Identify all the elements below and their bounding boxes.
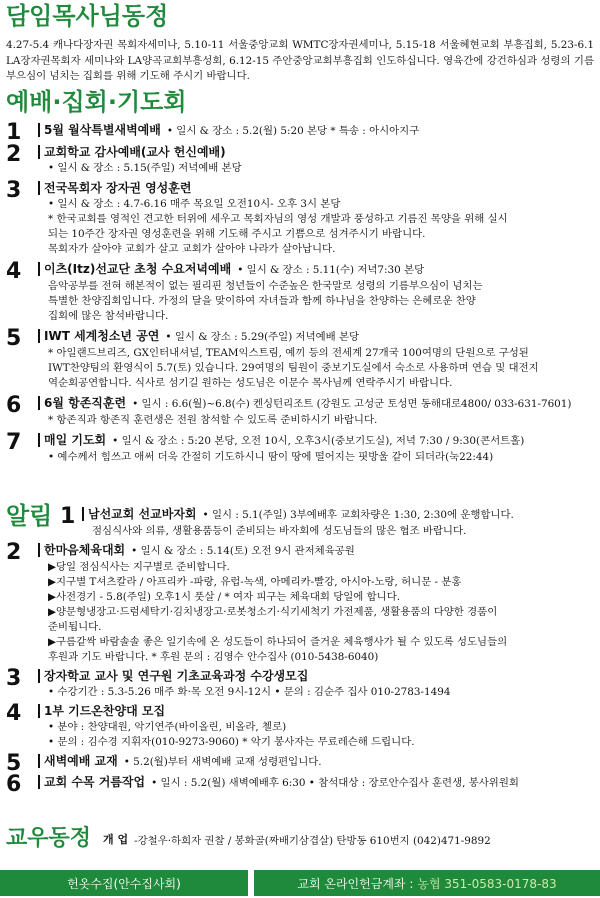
item-detail-line: 집회에 많은 참석바랍니다. — [48, 310, 169, 322]
item-number: 7 — [6, 430, 22, 455]
members-news-label: 개 업 — [103, 833, 129, 846]
item-inline-info: • 일시 & 장소 : 5.29(주일) 저녁예배 본당 — [165, 331, 360, 343]
item-detail-line: • 분야 : 찬양대원, 악기연주(바이올린, 비올라, 첼로) — [48, 721, 287, 733]
worship-item — [0, 120, 600, 145]
members-news-section — [0, 828, 600, 850]
item-number: 6 — [6, 393, 22, 418]
item-title: 매일 기도회 — [38, 433, 106, 447]
notices-section — [0, 502, 600, 797]
item-title: 새벽예배 교재 — [38, 754, 118, 768]
item-inline-info: • 일시 : 6.6(월)~6.8(수) 켄싱턴리조트 (강원도 고성군 토성면 동해대로4800/ 033-631-7601) — [132, 398, 572, 410]
item-number: 1 — [6, 120, 22, 145]
worship-item — [0, 180, 600, 257]
footer-right-box — [254, 870, 600, 896]
item-heading — [38, 542, 600, 560]
item-heading — [38, 122, 600, 140]
notice-list — [0, 502, 600, 797]
item-inline-info: • 5.2(월)부터 새벽예배 교재 성령편입니다. — [123, 756, 322, 768]
worship-section — [0, 90, 600, 469]
notices-item — [0, 703, 600, 750]
item-detail-line: * 한국교회를 영적인 견고한 터위에 세우고 목회자님의 영성 개발과 풍성하고 기름진 목양을 위해 실시 — [48, 213, 508, 225]
item-inline-info: • 일시 : 5.1(주일) 3부예배후 교회차량은 1:30, 2:30에 운행합니다. — [202, 509, 514, 521]
item-title: 1부 기드온찬양대 모집 — [38, 704, 165, 718]
item-number: 6 — [6, 772, 22, 797]
pastor-news-body: 4.27-5.4 캐나다장자권 목회자세미나, 5.10-11 서울중앙교회 WMTC장자권세미나, 5.15-18 서울혜현교회 부흥집회, 5.23-6.1 LA장자권목회자 세미나와 LA양곡교회부흥성회, 6.12-15 주안중앙교회부흥집회 인도하십니다. 영육간에 강건하심과 성령의 기름부으심이 넘치는 집회를 위해 기도해 주시기 바랍니다. — [6, 39, 594, 82]
worship-item — [0, 144, 600, 176]
item-title: 교회학교 감사예배(교사 헌신예배) — [38, 145, 226, 159]
item-number: 5 — [6, 751, 22, 776]
footer-left-text: 헌옷수집(안수집사회) — [67, 876, 181, 891]
item-title: 6월 항존직훈련 — [38, 396, 126, 410]
notices-item — [0, 542, 600, 665]
item-number: 3 — [6, 178, 22, 203]
worship-title: 예배·집회·기도회 — [6, 88, 187, 116]
item-detail-line: 준비됩니다. — [48, 621, 102, 633]
item-detail-line: ▶구름같싹 바람솔솔 좋은 일기속에 온 성도들이 하나되어 즐거운 체육행사가 될 수 있도록 성도님들의 — [48, 636, 508, 648]
item-inline-info: • 일시 & 장소 : 5.14(토) 오전 9시 관저체육공원 — [131, 545, 355, 557]
item-heading — [38, 668, 600, 685]
notices-item — [0, 772, 600, 797]
item-heading — [38, 144, 600, 161]
item-inline-info: • 일시 & 장소 : 5:20 본당, 오전 10시, 오후3시(중보기도실), 저녁 7:30 / 9:30(콘서트홀) — [112, 435, 525, 447]
pastor-news-section — [0, 4, 600, 85]
worship-list — [0, 122, 600, 465]
item-heading — [38, 261, 600, 279]
item-detail-line: * 항존직과 항존직 훈련생은 전원 참석할 수 있도록 준비하시기 바랍니다. — [48, 414, 378, 426]
item-detail-line: 후원과 기도 바랍니다. * 후원 문의 : 김영수 안수집사 (010-5438-6040) — [48, 651, 379, 663]
item-heading — [38, 328, 600, 346]
item-title: 5월 월삭특별새벽예배 — [38, 123, 161, 137]
pastor-news-title: 담임목사님동정 — [6, 2, 169, 30]
worship-item — [0, 395, 600, 428]
item-detail-line: 목회자가 살아야 교회가 살고 교회가 살아야 나라가 살아납니다. — [48, 243, 336, 255]
item-detail-line: • 예수께서 힘쓰고 애써 더욱 간절히 기도하시니 땀이 땅에 떨어지는 핏방울 같이 되더라(눅22:44) — [48, 451, 494, 463]
item-number: 2 — [6, 142, 22, 167]
item-detail-line: ▶사전경기 - 5.8(주일) 오후1시 풋살 / * 여자 피구는 체육대회 당일에 합니다. — [48, 591, 401, 603]
item-heading — [82, 506, 600, 524]
footer-account: 농협 351-0583-0178-83 — [417, 876, 557, 891]
item-title: 장자학교 교사 및 연구원 기초교육과정 수강생모집 — [38, 669, 308, 683]
footer-right-label: 교회 온라인헌금계좌 : — [297, 876, 414, 891]
item-detail-line: 점심식사와 의류, 생활용품등이 준비되는 바자회에 성도님들의 많은 협조 바랍니다. — [92, 525, 467, 537]
item-title: 교회 수목 거름작업 — [38, 775, 145, 789]
item-detail-line: 특별한 찬양집회입니다. 가정의 달을 맞이하여 자녀들과 함께 하나님을 찬양하는 은혜로운 찬양 — [48, 295, 476, 307]
item-number: 1 — [60, 504, 76, 529]
item-detail-line: ▶당일 점심식사는 지구별로 준비합니다. — [48, 561, 230, 573]
item-detail-line: 음악공부를 전혀 해본적이 없는 필리핀 청년들이 수준높은 한국말로 성령의 기름부으심이 넘치는 — [48, 280, 483, 292]
item-number: 2 — [6, 540, 22, 565]
item-detail-line: 되는 10주간 장자권 영성훈련을 위해 기도해 주시고 기쁨으로 섬겨주시기 바랍니다. — [48, 228, 426, 240]
item-inline-info: • 일시 : 5.2(월) 새벽예배후 6:30 • 참석대상 : 장로안수집사 훈련생, 봉사위원회 — [151, 777, 519, 789]
members-news-body: -강철우·하희자 권찰 / 봉화골(짜배기삼겹살) 탄방동 610번지 (042)471-9892 — [134, 834, 491, 847]
item-title: 한마음체육대회 — [38, 543, 125, 557]
item-title: 남선교회 선교바자회 — [82, 507, 197, 521]
worship-item — [0, 261, 600, 324]
item-detail-line: ▶양문형냉장고·드럼세탁기·김치냉장고·로봇청소기·식기세척기 가전제품, 생활용품의 다양한 경품이 — [48, 606, 498, 618]
item-heading — [38, 180, 600, 197]
item-number: 4 — [6, 701, 22, 726]
worship-item — [0, 328, 600, 391]
item-title: 전국목회자 장자권 영성훈련 — [38, 181, 191, 195]
item-detail-line: IWT찬양팀의 환영식이 5.7(토) 있습니다. 29여명의 팀원이 중보기도실에서 숙소로 사용하며 연습 및 대전지 — [48, 362, 539, 374]
notices-item — [0, 668, 600, 700]
item-inline-info: • 일시 & 장소 : 5.11(수) 저녁7:30 본당 — [237, 264, 425, 276]
item-number: 4 — [6, 259, 22, 284]
item-detail-line: ▶지구별 T셔츠칼라 / 아프리카 -파랑, 유럽-녹색, 아메리카-빨강, 아시아-노랑, 허니문 - 분홍 — [48, 576, 462, 588]
item-heading — [38, 432, 600, 450]
footer-left-box — [0, 870, 248, 896]
item-heading — [38, 703, 600, 720]
item-title: IWT 세계청소년 공연 — [38, 329, 159, 343]
item-number: 3 — [6, 666, 22, 691]
item-detail-line: • 일시 & 장소 : 5.15(주일) 저녁예배 본당 — [48, 162, 242, 174]
notices-item — [0, 751, 600, 776]
item-detail-line: • 수강기간 : 5.3-5.26 매주 화·목 오전 9시-12시 • 문의 : 김순주 집사 010-2783-1494 — [48, 686, 451, 698]
notices-item — [0, 502, 600, 539]
footer-bar — [0, 868, 600, 898]
item-number: 5 — [6, 326, 22, 351]
item-detail-line: • 문의 : 김수경 지휘자(010-9273-9060) * 악기 봉사자는 무료레슨해 드립니다. — [48, 736, 415, 748]
item-detail-line: 역순회공연합니다. 식사로 섬기길 원하는 성도님은 이문수 목사님께 연락주시기 바랍니다. — [48, 377, 453, 389]
item-heading — [38, 753, 600, 771]
item-inline-info: • 일시 & 장소 : 5.2(월) 5:20 본당 * 특송 : 아시아지구 — [166, 125, 420, 137]
item-detail-line: * 아일랜드브리즈, GX인터내셔널, TEAM익스트림, 예끼 등의 전세계 27개국 100여명의 단원으로 구성된 — [48, 347, 529, 359]
item-detail-line: • 일시 & 장소 : 4.7-6.16 매주 목요일 오전10시- 오후 3시 본당 — [48, 198, 341, 210]
worship-item — [0, 432, 600, 465]
item-title: 이츠(Itz)선교단 초청 수요저녁예배 — [38, 262, 231, 276]
notices-title: 알림 — [6, 502, 53, 530]
item-heading — [38, 774, 600, 792]
item-heading — [38, 395, 600, 413]
members-news-title: 교우동정 — [6, 826, 92, 851]
